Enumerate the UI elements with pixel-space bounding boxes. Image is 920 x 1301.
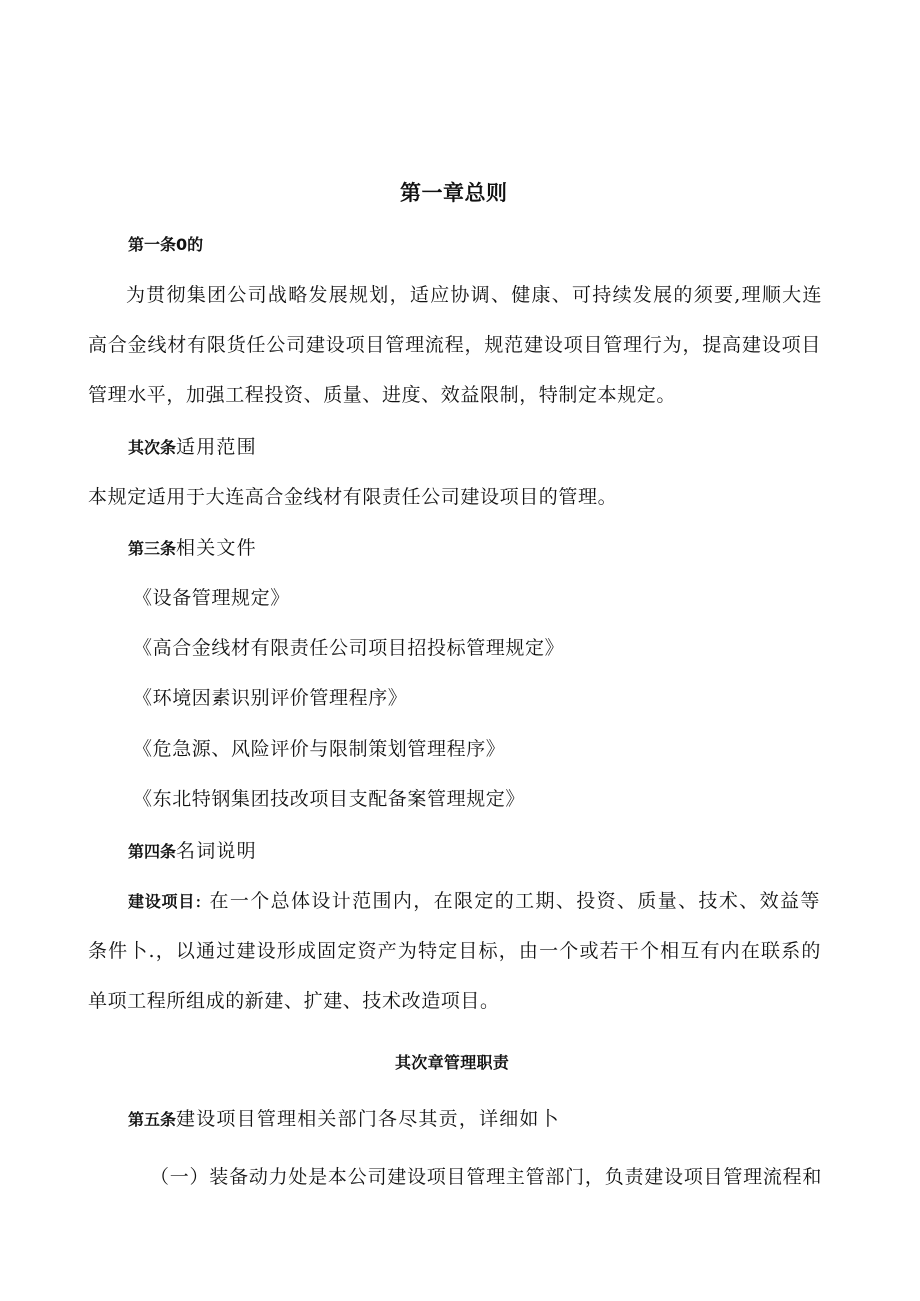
definition-text: : 在一个总体设计范围内，在限定的工期、投资、质量、技术、效益等	[195, 890, 820, 912]
article-5-item-1: （一）装备动力处是本公司建设项目管理主管部门，负责建设项目管理流程和	[150, 1166, 822, 1188]
article-4-heading-label: 第四条	[128, 842, 177, 861]
chapter-1-title: 第一章总则	[400, 181, 508, 205]
article-5-heading	[128, 1106, 560, 1133]
article-2-heading-label: 其次条	[128, 438, 177, 457]
article-1-paragraph-line-2: 高合金线材有限货任公司建设项目管理流程，规范建设项目管理行为，提高建设项目	[88, 334, 821, 356]
related-document-4: 《危急源、风险评价与限制策划管理程序》	[133, 738, 506, 760]
defined-term: 建设项目	[128, 892, 196, 911]
related-document-5: 《东北特钢集团技改项目支配备案管理规定》	[133, 788, 526, 810]
related-document-1: 《设备管理规定》	[133, 587, 290, 609]
related-document-3: 《环境因素识别评价管理程序》	[133, 687, 408, 709]
article-2-heading	[128, 434, 257, 461]
article-2-heading-title: 适用范围	[176, 436, 257, 458]
article-4-definition-line-3: 单项工程所组成的新建、扩建、技术改造项目。	[88, 990, 500, 1012]
article-4-heading	[128, 838, 257, 865]
article-3-heading	[128, 535, 257, 562]
article-3-heading-label: 第三条	[128, 539, 177, 558]
chapter-2-title: 其次章管理职责	[395, 1053, 510, 1072]
related-document-2: 《高合金线材有限责任公司项目招投标管理规定》	[133, 637, 565, 659]
article-1-heading: 第一条0的	[128, 235, 204, 254]
article-3-heading-title: 相关文件	[176, 537, 257, 559]
article-4-heading-title: 名词说明	[176, 840, 257, 862]
article-2-paragraph: 本规定适用于大连高合金线材有限责任公司建设项目的管理。	[88, 486, 618, 508]
article-4-definition-line-2: 条件卜.，以通过建设形成固定资产为特定目标，由一个或若干个相互有内在联系的	[88, 940, 821, 962]
article-1-paragraph-line-3: 管理水平，加强工程投资、质量、进度、效益限制，特制定本规定。	[88, 384, 677, 406]
article-4-definition-line-1	[128, 888, 820, 915]
article-1-paragraph-line-1: 为贯彻集团公司战略发展规划，适应协调、健康、可持续发展的须要,理顺大连	[126, 284, 822, 306]
article-5-heading-title: 建设项目管理相关部门各尽其贡，详细如卜	[176, 1108, 560, 1130]
article-5-heading-label: 第五条	[128, 1110, 177, 1129]
